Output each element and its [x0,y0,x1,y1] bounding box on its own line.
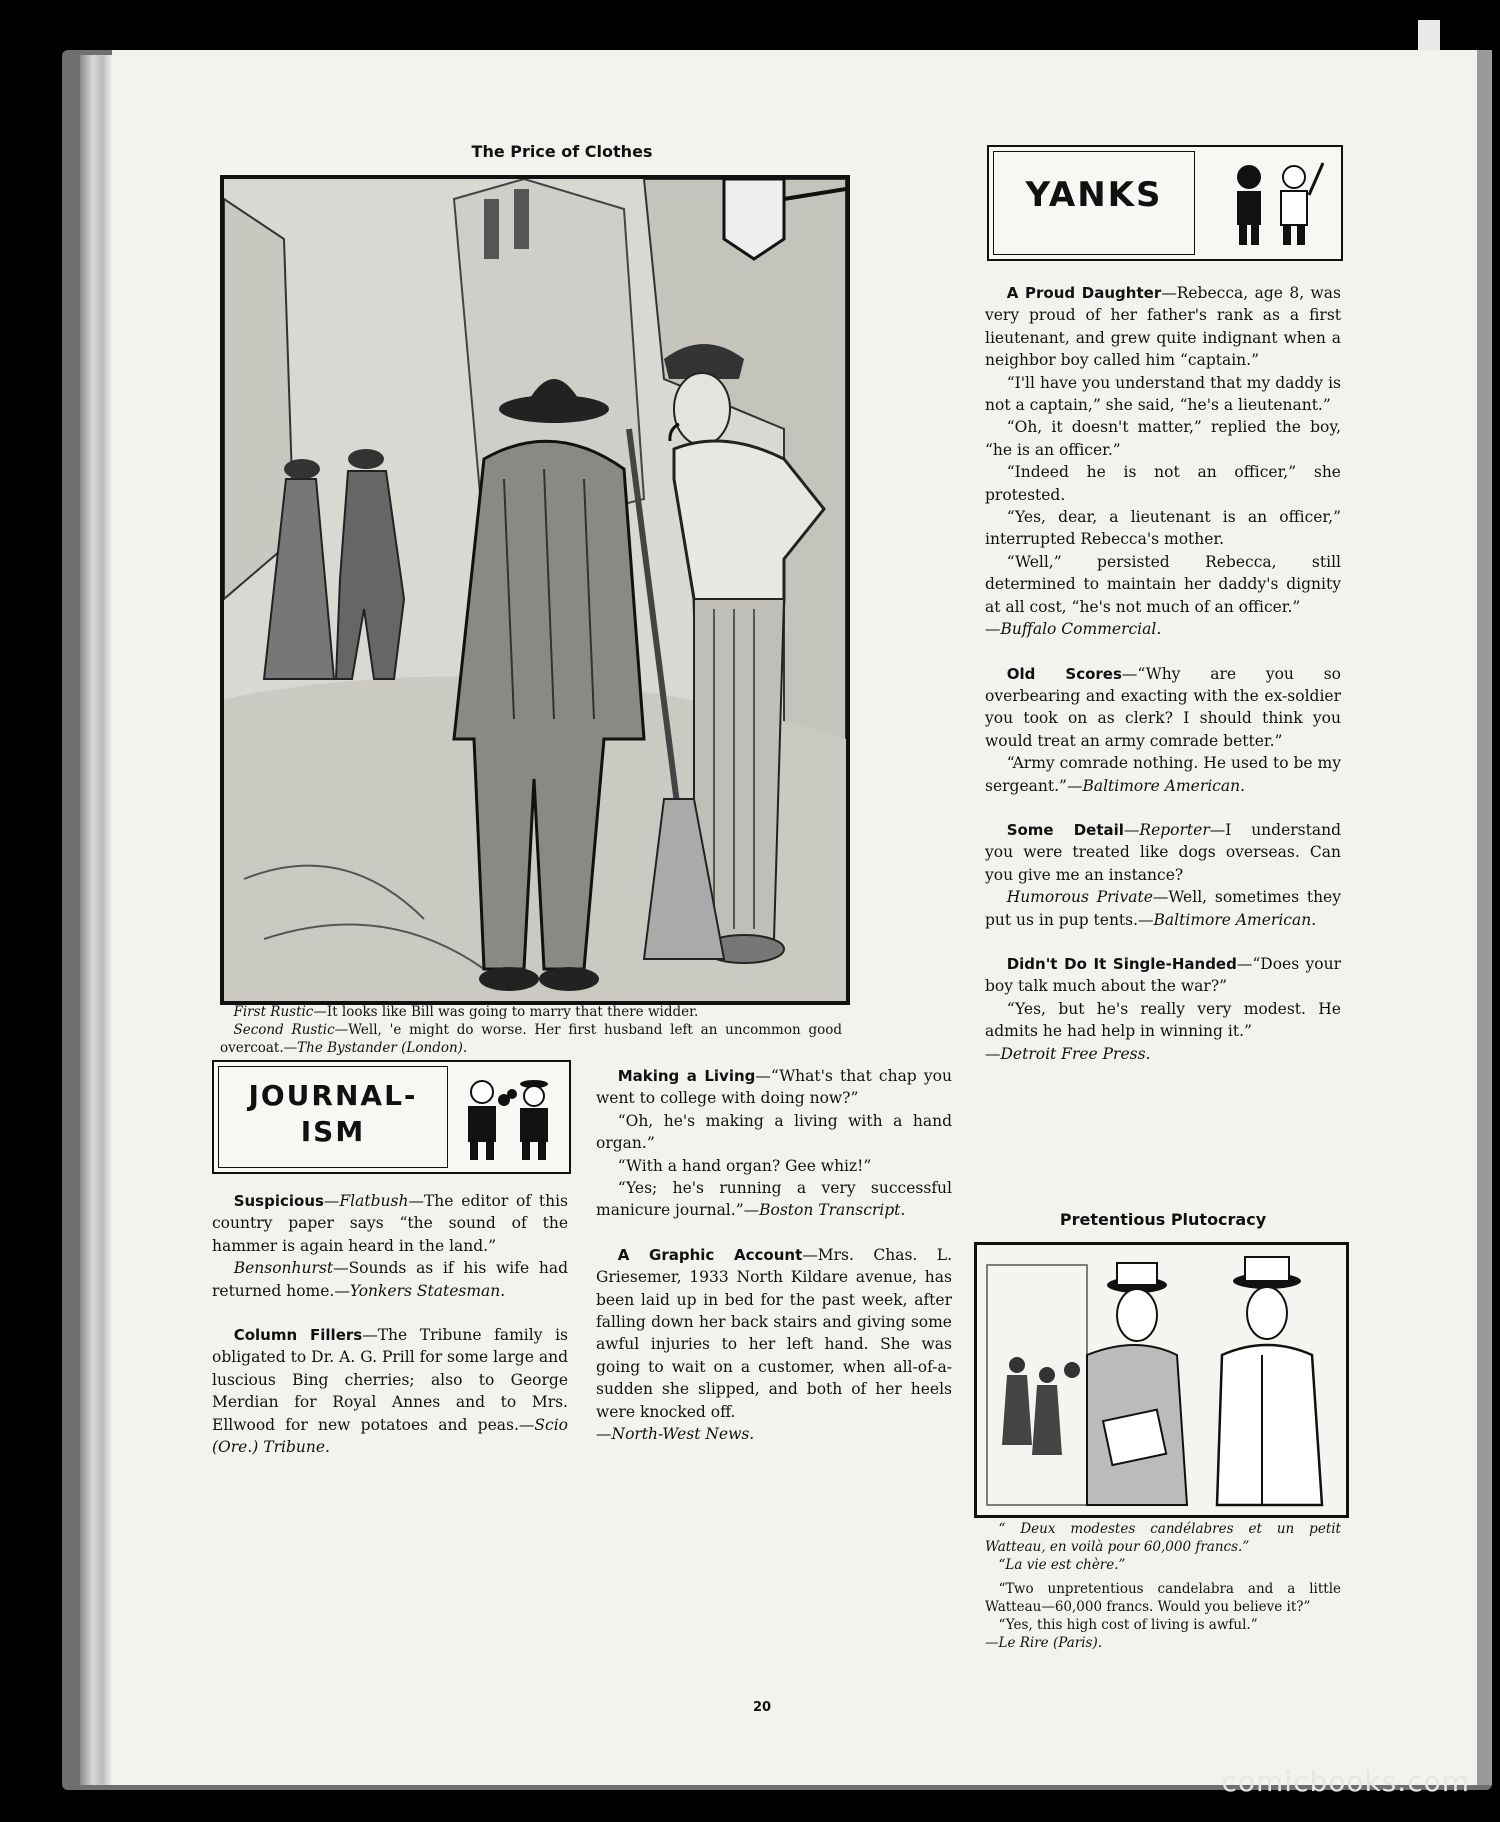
yanks-item-1-p4: “Indeed he is not an officer,” she protested. [985,463,1341,504]
journalism-heading [220,1078,446,1150]
middle-item-1-p3: “With a hand organ? Gee whiz!” [617,1156,872,1175]
journalism-item-1-lead: Suspicious [233,1192,324,1210]
yanks-item-4-p1: —“Does your boy talk much about the war?” [985,954,1341,996]
yanks-item-1-p6: “Well,” persisted Rebecca, still determined to maintain her daddy's dignity at all cost, “he's not much of an officer.” [985,552,1341,616]
journalism-item-1-speaker2: Bensonhurst [233,1259,334,1278]
yanks-item-2-lead: Old Scores [1006,664,1122,683]
main-cartoon-title: The Price of Clothes [471,142,653,161]
plutocracy-cartoon [974,1242,1349,1518]
middle-item-2-source: —North-West News. [596,1425,755,1444]
middle-item-2-lead: A Graphic Account [617,1245,803,1264]
yanks-item-1-p1: —Rebecca, age 8, was very proud of her father's rank as a first lieutenant, and grew quite indignant when a neighbor boy called him “captain.” [985,284,1341,370]
plutocracy-english-1: “Two unpretentious candelabra and a little Watteau—60,000 francs. Would you believe it?” [985,1581,1341,1615]
plutocracy-source: —Le Rire (Paris). [985,1635,1103,1651]
journalism-item-1-speaker1: —Flatbush [323,1192,409,1210]
yanks-item-1-p5: “Yes, dear, a lieutenant is an officer,” interrupted Rebecca's mother. [985,508,1341,549]
yanks-item-3-speaker1: —Reporter [1123,820,1210,839]
yanks-item-2-source: —Baltimore American. [1066,776,1246,795]
plutocracy-french-2: “La vie est chère.” [998,1557,1126,1573]
caption-text-1: —It looks like Bill was going to marry that there widder. [313,1004,699,1020]
corner-mark [1418,20,1440,54]
yanks-item-4-p2: “Yes, but he's really very modest. He admits he had help in winning it.” [985,999,1341,1041]
yanks-heading-box [987,145,1343,261]
journalism-item-2-source: Scio (Ore.) Tribune. [212,1415,568,1457]
caption-speaker-1: First Rustic [233,1004,314,1020]
plutocracy-french-1: “ Deux modestes candélabres et un petit Watteau, en voilà pour 60,000 francs.” [985,1521,1341,1555]
yanks-item-4-source: —Detroit Free Press. [985,1044,1151,1063]
journalism-heading-line2: ISM [300,1115,366,1148]
middle-item-2-text: —Mrs. Chas. L. Griesemer, 1933 North Kildare avenue, has been laid up in bed for the past week, after falling down her back stairs and giving some awful injuries to her left hand. She was going to wait on a customer, when all-of-a-sudden she slipped, and both of her heels were knocked off. [596,1245,953,1421]
journalism-column [212,1190,568,1458]
page-number: 20 [752,1700,772,1715]
plutocracy-english-2: “Yes, this high cost of living is awful.” [998,1617,1258,1633]
journalism-figures-icon [454,1070,564,1166]
caption-source: The Bystander (London). [297,1040,468,1056]
middle-item-1-p1: —“What's that chap you went to college with doing now?” [596,1067,952,1108]
site-watermark: comicbooks.com [1221,1765,1470,1798]
journalism-item-1-text2: —Sounds as if his wife had returned home.— [212,1259,568,1300]
middle-column [596,1065,952,1446]
journalism-item-2-lead: Column Fillers [233,1326,363,1345]
journalism-item-1-text1: —The editor of this country paper says “the sound of the hammer is again heard in the land.” [212,1192,568,1255]
magazine-page [112,50,1477,1785]
yanks-item-2-p2: “Army comrade nothing. He used to be my sergeant.” [985,754,1341,795]
plutocrats-drawing-icon [977,1245,1346,1515]
rustics-drawing-icon [224,179,846,1001]
yanks-item-1-lead: A Proud Daughter [1006,284,1162,302]
caption-text-2: —Well, 'e might do worse. Her first husband left an uncommon good overcoat.— [220,1022,842,1056]
yanks-item-3-text2: —Well, sometimes they put us in pup tents. [985,888,1341,929]
plutocracy-title: Pretentious Plutocracy [1059,1210,1267,1229]
yanks-item-4-lead: Didn't Do It Single-Handed [1006,954,1237,973]
yanks-figures-icon [1219,155,1329,251]
middle-item-1-p2: “Oh, he's making a living with a hand organ.” [596,1111,952,1153]
yanks-item-3-lead: Some Detail [1006,820,1124,839]
yanks-item-1-p3: “Oh, it doesn't matter,” replied the boy, “he is an officer.” [985,418,1341,459]
middle-item-1-p4: “Yes; he's running a very successful manicure journal.” [596,1179,952,1220]
yanks-item-3-source: —Baltimore American. [1138,910,1317,929]
journalism-item-1-source: Yonkers Statesman. [349,1281,506,1300]
book-spine [80,55,112,1785]
book-edge [1477,50,1492,1785]
yanks-column [985,282,1341,1065]
yanks-heading: YANKS [1025,175,1163,215]
yanks-item-3-text1: —I understand you were treated like dogs overseas. Can you give me an instance? [985,820,1341,884]
yanks-item-3-speaker2: Humorous Private [1006,888,1153,907]
journalism-heading-box [212,1060,571,1174]
middle-item-1-lead: Making a Living [617,1067,756,1085]
caption-speaker-2: Second Rustic [233,1022,335,1038]
journalism-heading-line1: JOURNAL- [248,1079,418,1112]
yanks-item-1-source: —Buffalo Commercial. [985,620,1162,639]
plutocracy-caption [985,1520,1341,1652]
yanks-item-1-p2: “I'll have you understand that my daddy is not a captain,” she said, “he's a lieutenant.” [985,373,1341,415]
middle-item-1-source: —Boston Transcript. [743,1201,906,1220]
main-cartoon-illustration [220,175,850,1005]
main-cartoon-caption [220,1003,842,1057]
journalism-item-2-text: —The Tribune family is obligated to Dr. A. G. Prill for some large and luscious Bing cherries; also to George Merdian for Royal Annes and to Mrs. Ellwood for new potatoes and peas.— [212,1326,568,1434]
yanks-item-2-p1: —“Why are you so overbearing and exacting with the ex-soldier you took on as clerk? I should think you would treat an army comrade better.” [985,664,1341,750]
